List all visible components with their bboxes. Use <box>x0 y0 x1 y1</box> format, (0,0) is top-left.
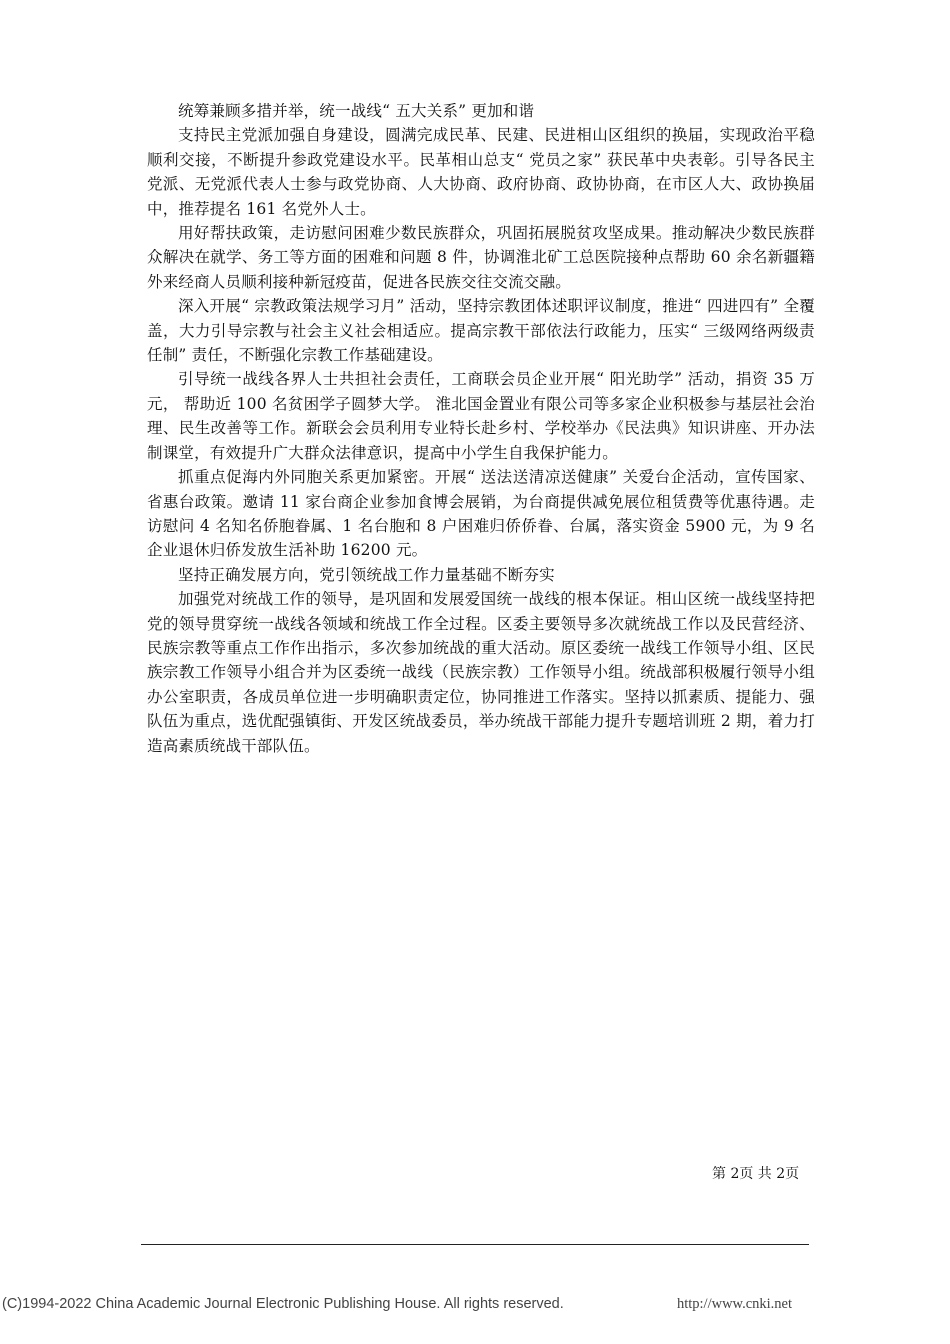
paragraph-party-leadership: 加强党对统战工作的领导，是巩固和发展爱国统一战线的根本保证。相山区统一战线坚持把党的领导贯穿统一战线各领域和统战工作全过程。区委主要领导多次就统战工作以及民营经济、民族宗教等重点工作作出指示，多次参加统战的重大活动。原区委统一战线工作领导小组、区民族宗教工作领导小组合并为区委统一战线（民族宗教）工作领导小组。统战部积极履行领导小组办公室职责，各成员单位进一步明确职责定位，协同推进工作落实。坚持以抓素质、提能力、强队伍为重点，选优配强镇街、开发区统战委员，举办统战干部能力提升专题培训班 2 期，着力打造高素质统战干部队伍。 <box>147 590 815 755</box>
copyright-notice: (C)1994-2022 China Academic Journal Electronic Publishing House. All rights reserved. <box>2 1296 564 1312</box>
paragraph-social-responsibility: 引导统一战线各界人士共担社会责任，工商联会员企业开展“ 阳光助学” 活动，捐资 35 万元， 帮助近 100 名贫困学子圆梦大学。 淮北国金置业有限公司等多家企业积极参与基层社会治理、民生改善等工作。新联会会员利用专业特长赴乡村、学校举办《民法典》知识讲座、开办法制课堂，有效提升广大群众法律意识，提高中小学生自我保护能力。 <box>147 370 815 462</box>
paragraph-democratic-parties: 支持民主党派加强自身建设，圆满完成民革、民建、民进相山区组织的换届，实现政治平稳顺利交接，不断提升参政党建设水平。民革相山总支“ 党员之家” 获民革中央表彰。引导各民主党派、无党派代表人士参与政党协商、人大协商、政府协商、政协协商，在市区人大、政协换届中，推荐提名 161 名党外人士。 <box>147 126 815 218</box>
footer-divider <box>141 1244 809 1245</box>
paragraph-religion: 深入开展“ 宗教政策法规学习月” 活动，坚持宗教团体述职评议制度，推进“ 四进四有” 全覆盖，大力引导宗教与社会主义社会相适应。提高宗教干部依法行政能力，压实“ 三级网络两级责任制” 责任，不断强化宗教工作基础建设。 <box>147 297 815 365</box>
paragraph-overseas-compatriots: 抓重点促海内外同胞关系更加紧密。开展“ 送法送清凉送健康” 关爱台企活动，宣传国家、省惠台政策。邀请 11 家台商企业参加食博会展销，为台商提供减免展位租赁费等优惠待遇。走访慰问 4 名知名侨胞眷属、1 名台胞和 8 户困难归侨侨眷、台属，落实资金 5900 元，为 9 名企业退休归侨发放生活补助 16200 元。 <box>147 468 815 560</box>
footer-url: http://www.cnki.net <box>676 1296 792 1312</box>
section-heading-party-leadership: 坚持正确发展方向，党引领统战工作力量基础不断夯实 <box>178 565 555 584</box>
section-heading-united-front: 统筹兼顾多措并举，统一战线“ 五大关系” 更加和谐 <box>178 102 535 120</box>
article-body <box>147 99 815 758</box>
page-number: 第 2页 共 2页 <box>712 1166 800 1182</box>
paragraph-ethnic-minorities: 用好帮扶政策，走访慰问困难少数民族群众，巩固拓展脱贫攻坚成果。推动解决少数民族群众解决在就学、务工等方面的困难和问题 8 件，协调淮北矿工总医院接种点帮助 60 余名新疆籍外来经商人员顺利接种新冠疫苗，促进各民族交往交流交融。 <box>147 224 815 291</box>
footer <box>0 1296 950 1313</box>
